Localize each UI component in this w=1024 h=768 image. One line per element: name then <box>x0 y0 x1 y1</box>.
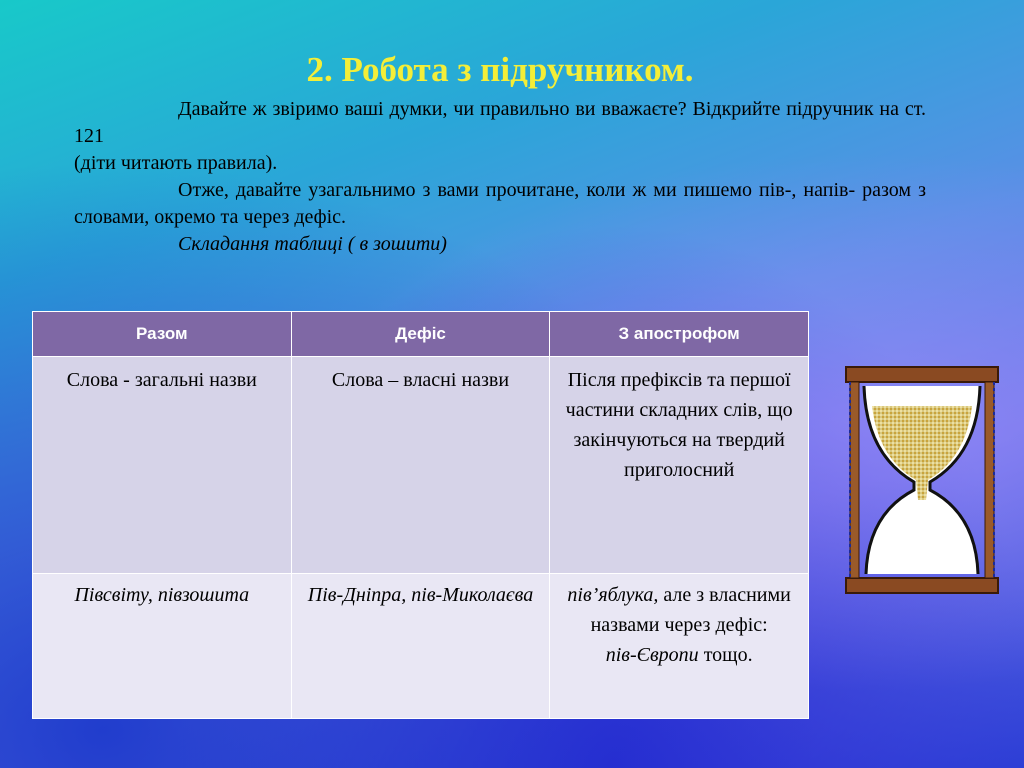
example-end: тощо. <box>698 644 753 666</box>
cell-apostrophe-example <box>550 574 809 719</box>
paragraph-children-read: (діти читають правила). <box>74 152 278 174</box>
rules-table <box>32 311 809 719</box>
cell-apostrophe-rule: Після префіксів та першої частини складних слів, що закінчуються на твердий приголосний <box>550 357 809 574</box>
cell-together-rule: Слова - загальні назви <box>33 357 292 574</box>
paragraph-summary: Отже, давайте узагальнимо з вами прочитане, коли ж ми пишемо пів-, напів- разом з словами, окремо та через дефіс. <box>74 179 926 228</box>
header-hyphen: Дефіс <box>291 312 550 357</box>
cell-hyphen-example: Пів-Дніпра, пів-Миколаєва <box>291 574 550 719</box>
cell-together-example: Півсвіту, півзошита <box>33 574 292 719</box>
hourglass-icon <box>842 364 1002 596</box>
paragraph-table-task: Складання таблиці ( в зошити) <box>178 233 447 255</box>
table-row <box>33 574 809 719</box>
table-header-row <box>33 312 809 357</box>
example-word-europe: пів-Європи <box>605 644 699 666</box>
table-row <box>33 357 809 574</box>
body-text <box>74 96 926 258</box>
header-together: Разом <box>33 312 292 357</box>
slide-title: 2. Робота з підручником. <box>306 50 694 89</box>
cell-hyphen-rule: Слова – власні назви <box>291 357 550 574</box>
example-word-apple: пів’яблука, <box>567 584 659 606</box>
paragraph-open-textbook: Давайте ж звіримо ваші думки, чи правильно ви вважаєте? Відкрийте підручник на ст. 121 <box>74 98 926 147</box>
header-apostrophe: З апострофом <box>550 312 809 357</box>
example-note: але з власними назвами через дефіс: <box>590 584 791 636</box>
